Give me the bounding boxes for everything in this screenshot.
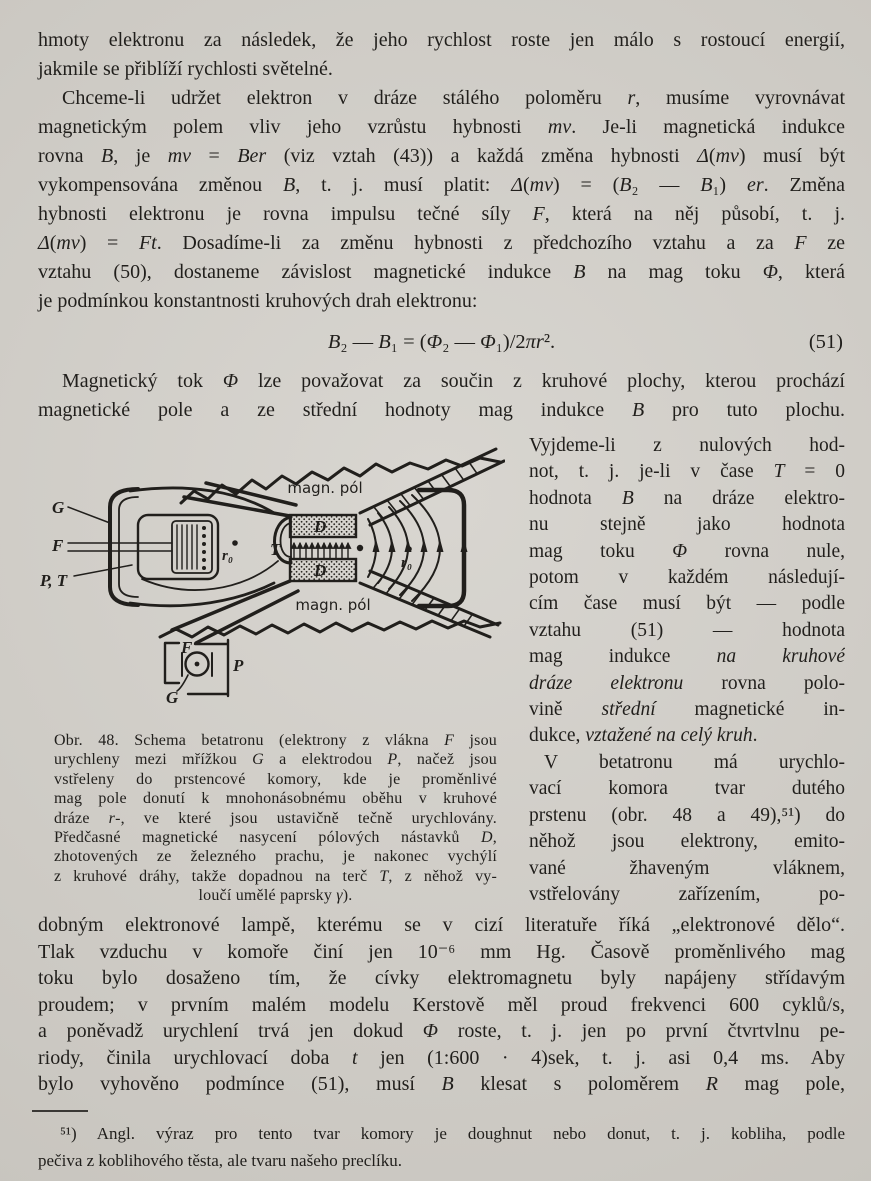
text-line: bylo vyhověno podmínce (51), musí B klesat s poloměrem R mag pole, — [38, 1073, 845, 1096]
filament-leads — [68, 543, 172, 551]
text-line: hybnosti elektronu je rovna impulsu tečné síly F, která na něj působí, t. j. — [38, 203, 845, 225]
orbit-radius-left — [222, 540, 238, 564]
label-f: F — [52, 536, 64, 555]
right-text-column — [505, 433, 845, 908]
text-line: hmoty elektronu za následek, že jeho rychlost roste jen málo s rostoucí energií, — [38, 29, 845, 51]
label-g: G — [52, 498, 65, 517]
text-line: vztahu (50), dostaneme závislost magnetické indukce B na mag toku Φ, která — [38, 261, 845, 283]
text-line: nu stejně jako hodnota — [529, 514, 845, 536]
text-line: dukce, vztažené na celý kruh. — [529, 725, 758, 747]
text-line: Δ(mv) = Ft. Dosadíme-li za změnu hybnosti z předchozího vztahu a za F ze — [38, 232, 845, 254]
label-t-target: T — [270, 540, 281, 559]
text-line: riody, činila urychlovací doba t jen (1:600 · 4)sek, t. j. asi 0,4 ms. Aby — [38, 1046, 846, 1069]
text-line: pečiva z koblihového těsta, ale tvaru našeho preclíku. — [38, 1150, 402, 1170]
injector-inset — [165, 638, 244, 707]
text-line: dobným elektronové lampě, kterému se v cizí literatuře říká „elektronové dělo“. — [38, 914, 845, 937]
betatron-diagram — [38, 433, 505, 725]
label-p-t: P, T — [40, 571, 68, 590]
electron-gun — [68, 488, 278, 606]
label-d-bottom: D — [314, 561, 327, 580]
figure-caption — [54, 731, 497, 906]
equation-number: (51) — [808, 331, 843, 353]
text-line: toku bylo dosaženo tím, že cívky elektromagnetu byly napájeny střídavým — [38, 967, 845, 990]
paragraph-column-a — [529, 433, 845, 750]
text-line: z kruhové dráhy, takže dopadnou na terč T, z něhož vy- — [54, 867, 497, 885]
gap-midline-dot — [357, 545, 363, 551]
text-line: urychleny mezi mřížkou G a elektrodou P, načež jsou — [54, 751, 497, 769]
label-inset-g: G — [166, 688, 179, 707]
text-line: hodnota B na dráze elektro- — [529, 487, 845, 509]
field-direction-arrows — [373, 539, 468, 552]
footnote-51 — [38, 1120, 845, 1174]
figure-obr-48 — [38, 433, 505, 906]
text-line: Vyjdeme-li z nulových hod- — [529, 435, 845, 456]
equation-formula: B₂ — B₁ = (Φ₂ — Φ₁)/2πr². — [327, 331, 556, 353]
orbit-radius-right — [401, 546, 412, 571]
pole-face-ladder-top — [360, 449, 504, 525]
text-line: zhotovených ze železného prachu, je nakonec vychýlí — [54, 848, 497, 866]
label-magn-pol-bottom: magn. pól — [295, 596, 371, 614]
text-line: Předčasné magnetické nasycení pólových nástavků D, — [54, 829, 497, 847]
text-line: mag toku Φ rovna nule, — [529, 540, 845, 562]
text-line: vstřeleny do prstencové komory, kde je proměnlivé — [54, 770, 497, 788]
text-line: vykompensována změnou B, t. j. musí platit: Δ(mv) = (B₂ — B₁) er. Změna — [38, 174, 845, 196]
text-line: Obr. 48. Schema betatronu (elektrony z vlákna F jsou — [54, 732, 497, 749]
text-line: rovna B, je mv = Ber (viz vztah (43)) a každá změna hybnosti Δ(mv) musí být — [38, 145, 846, 167]
label-r0-right: r₀ — [401, 555, 413, 571]
text-line: Tlak vzduchu v komoře činí jen 10⁻⁶ mm Hg. Časově proměnlivého mag — [38, 940, 845, 963]
text-line: vině střední magnetické in- — [529, 699, 845, 721]
label-magn-pol-top: magn. pól — [287, 479, 363, 497]
text-line: Chceme-li udržet elektron v dráze stálého poloměru r, musíme vyrovnávat — [62, 87, 845, 109]
paragraph-bottom — [38, 908, 845, 1098]
footnote-rule — [32, 1110, 88, 1112]
label-r0-left: r₀ — [222, 548, 234, 564]
text-line: prstenu (obr. 48 a 49),⁵¹) do — [529, 804, 845, 826]
text-line: a poněvadž urychlení trvá jen dokud Φ roste, t. j. jen po první čtvrtvlnu pe- — [38, 1020, 846, 1043]
equation-51 — [38, 328, 845, 357]
text-line: potom v každém následují- — [529, 567, 845, 589]
text-line: vané žhaveným vláknem, — [529, 857, 845, 879]
text-line: Magnetický tok Φ lze považovat za součin z kruhové plochy, kterou prochází — [62, 370, 845, 392]
text-line: loučí umělé paprsky γ). — [198, 887, 353, 905]
text-line: dráze r-, ve které jsou ustavičně tečně urychlovány. — [54, 809, 497, 827]
text-line: proudem; v prvním malém modelu Kerstově měl proud frekvenci 600 cyklů/s, — [38, 993, 845, 1016]
text-line: not, t. j. je-li v čase T = 0 — [529, 461, 845, 483]
filament-coil — [202, 526, 206, 570]
paragraph-flux — [38, 367, 845, 425]
pole-piece-d-top — [290, 515, 356, 537]
text-line: vztahu (51) — hodnota — [529, 619, 845, 641]
paragraph-column-b — [529, 750, 845, 908]
text-line: V betatronu má urychlo- — [544, 751, 845, 773]
paragraph-derivation — [38, 84, 845, 316]
electron-trajectory — [142, 561, 278, 590]
text-line: vstřelovány zařízením, po- — [529, 883, 845, 905]
grid-hatching — [177, 525, 197, 569]
text-line: magnetickým polem vliv jeho vzrůstu hybnosti mv. Je-li magnetická indukce — [38, 116, 846, 138]
label-inset-f: F — [181, 638, 193, 657]
gap-field-arrows — [294, 543, 348, 558]
text-line: cím čase musí být — podle — [529, 593, 845, 615]
label-inset-p: P — [233, 656, 244, 675]
text-line: jakmile se přiblíží rychlosti světelné. — [38, 58, 333, 80]
text-line: vací komora tvar dutého — [529, 778, 845, 800]
text-line: mag pole donutí k mnohonásobnému oběhu v kruhové — [54, 790, 497, 808]
figure-section — [38, 433, 845, 1098]
label-d-top: D — [314, 517, 327, 536]
paragraph-top — [38, 26, 845, 84]
label-leaders — [68, 507, 132, 576]
text-line: je podmínkou konstantnosti kruhových drah elektronu: — [38, 290, 478, 312]
text-line: ⁵¹) Angl. výraz pro tento tvar komory je doughnut nebo donut, t. j. kobliha, podle — [60, 1123, 845, 1143]
text-line: magnetické pole a ze střední hodnoty mag indukce B pro tuto plochu. — [38, 399, 845, 421]
text-line: něhož jsou elektrony, emito- — [529, 831, 845, 853]
text-line: mag indukce na kruhové — [529, 646, 845, 668]
text-line: dráze elektronu rovna polo- — [529, 672, 845, 694]
pole-piece-d-bottom — [290, 559, 356, 581]
